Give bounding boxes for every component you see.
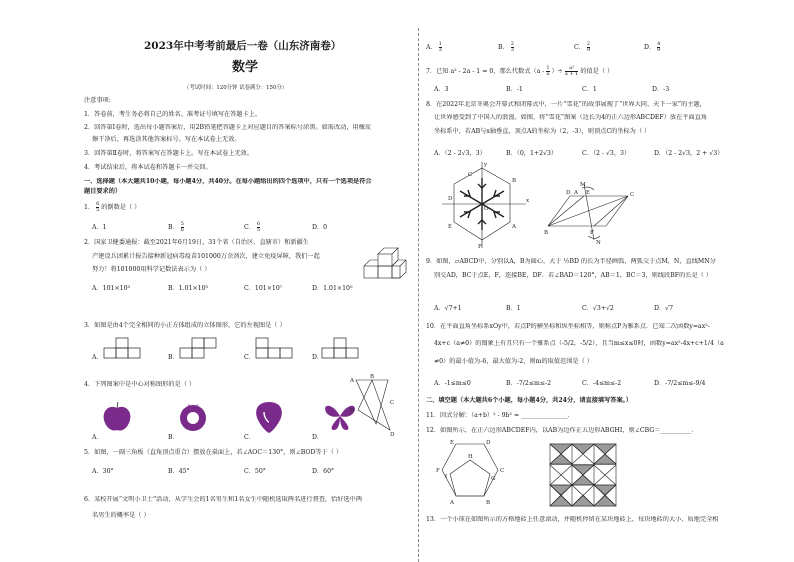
section1-heading: 一、选择题（本大题共10小题，每小题4分，共40分。在每小题给出的四个选项中，只有一个选项是符合	[84, 178, 372, 185]
q3-option-b: B．	[168, 354, 179, 361]
q8-option-d: D．（2 - 2√3，2 + √3）	[654, 150, 724, 157]
q1-option-c: C． $\frac{6}{5}$	[244, 221, 261, 233]
note-2b: 擦干净后，再选涂其他答案标号。写在本试卷上无效。	[92, 136, 241, 143]
q2-option-d: D．1.01×10⁹	[312, 285, 353, 292]
q2-line-3: 努力！将101000用科学记数法表示为（ ）	[92, 266, 211, 273]
q2-option-a: A．101×10³	[92, 285, 131, 292]
q5-label-a: A	[350, 378, 354, 384]
q10-option-c: C．-4≤m≤-2	[582, 380, 622, 387]
q8-option-a: A．（2 - 2√3，3）	[434, 150, 486, 157]
q4-option-a: A．	[92, 434, 103, 441]
q9-option-c: C．√3+√2	[582, 305, 614, 312]
subject-title: 数学	[232, 60, 259, 75]
q4-option-d: D．	[312, 434, 324, 441]
exam-title: 2023年中考考前最后一卷（山东济南卷）	[144, 40, 342, 52]
q2-option-c: C．101×10⁷	[244, 285, 283, 292]
q8-line-1: 8．在2022年北京冬奥会开幕式和闭幕式中，一片“雪花”的故事展现了“世界大同、天下一家”的主题，	[426, 101, 706, 108]
q3-stem: 3．如图是由4个完全相同的小正方体组成的立体图形，它的左视图是（ ）	[84, 322, 286, 329]
q13-stem: 13．一个小球在如图所示的方格地砖上任意滚动，并随机停留在某块地砖上，每块地砖的大小、质地完全相	[426, 516, 719, 523]
note-1: 1．答卷前，考生务必将自己的姓名、准考证号填写在答题卡上。	[84, 111, 262, 118]
q4-strawberry-figure	[252, 398, 286, 434]
q6-option-c: C． $\frac{2}{9}$	[574, 41, 591, 53]
q9-label-b: B	[544, 230, 549, 236]
section1-heading-2: 题目要求的）	[84, 188, 122, 195]
column-divider	[418, 28, 419, 562]
q3-view-d	[322, 338, 362, 360]
q9-parallelogram-figure	[544, 182, 634, 248]
q4-stem: 4．下列图案中是中心对称图形的是（ ）	[84, 381, 196, 388]
q8-label-f: F	[478, 244, 482, 250]
q6-line-1: 6．某校开展“文明小卫士”活动，从学生会的1名男生和1名女生中随机选取两名进行督查，恰好选中两	[84, 496, 363, 503]
q1-option-d: D．0	[312, 224, 328, 231]
q7-option-b: B．-1	[506, 86, 523, 93]
q8-label-b: B	[512, 178, 517, 184]
q9-line-2: 别交AD，BC于点E，F，连接BE，DF．若∠BAD＝120°，AB＝1，BC＝3，则线段BF的长是（ ）	[434, 272, 712, 279]
q6-line-2: 名男生的概率是（ ）	[92, 512, 150, 519]
q3-view-b	[180, 338, 220, 360]
q12-stem: 12．如图所示，在正六边形ABCDEF内，以AB为边作正五边形ABGHI，则∠CBG＝__________．	[426, 427, 698, 434]
q10-line-1: 10．在平面直角坐标系xOy中，若点P的横坐标和纵坐标相等，则称点P为雅系点．已知二次函数y=ax²-	[426, 323, 710, 330]
q1-option-a: A．1	[92, 224, 107, 231]
q9-label-e: E	[586, 190, 591, 196]
q2-line-1: 2．国家卫健委通报：截至2021年6月19日，31个省（自治区、直辖市）和新疆生	[84, 239, 309, 246]
q9-label-a: A	[574, 190, 578, 196]
q5-label-o: O	[350, 408, 355, 414]
q10-line-3: ≠0）的最小值为-6，最大值为-2，则m的取值范围是（ ）	[434, 358, 593, 365]
right-column	[426, 0, 760, 562]
q12-hexagon-pentagon-figure	[436, 440, 506, 506]
q10-option-d: D．-7/2≤m≤-9/4	[654, 380, 706, 387]
notes-heading: 注意事项:	[84, 97, 111, 104]
q5-triangle-figure	[346, 374, 396, 438]
q12-label-g: G	[491, 476, 496, 482]
q7-stem: 7．已知 a² - 2a - 1 = 0，那么代数式（a - $\frac{1}{a}$ ）÷ $\frac{\text{a²}}{a + 1}$ 的值是（ ）	[426, 65, 614, 77]
q6-option-d: D． $\frac{4}{9}$	[644, 41, 661, 53]
q8-option-c: C．（2 - √3，3）	[582, 150, 631, 157]
q5-label-d: D	[390, 432, 395, 438]
q1-stem: 1． $\frac{6}{5}$ 的倒数是（ ）	[84, 201, 141, 213]
q12-label-a: A	[450, 500, 454, 506]
note-2: 2．回答第Ⅰ卷时，选出每小题答案后，用2B铅笔把答题卡上对应题目的答案标号涂黑。如需改动，用橡皮	[84, 124, 372, 131]
q10-option-b: B．-7/2≤m≤-2	[506, 380, 552, 387]
q7-option-d: D．-3	[652, 86, 670, 93]
q6-option-b: B． $\frac{2}{3}$	[498, 41, 514, 53]
q4-option-c: C．	[244, 434, 255, 441]
q8-label-d: D	[448, 196, 453, 202]
q9-label-d: D	[566, 190, 571, 196]
q3-view-a	[104, 338, 144, 360]
q12-label-f: F	[436, 468, 440, 474]
exam-info: （考试时间：120分钟 试卷满分：150分）	[184, 85, 288, 91]
q5-label-c: C	[390, 400, 395, 406]
q9-line-1: 9．如图，▱ABCD中，分别以A，B为圆心，大于 ½BD 的长为半径画弧，两弧交于点M，N，直线MN分	[426, 258, 716, 265]
q2-option-b: B．1.01×10⁵	[168, 285, 209, 292]
q3-view-c	[256, 338, 296, 360]
q9-label-n: N	[596, 240, 601, 246]
q12-label-i: I	[445, 474, 448, 480]
q12-label-h: H	[468, 454, 473, 460]
q12-label-b: B	[486, 500, 491, 506]
q5-option-b: B．45°	[168, 468, 190, 475]
note-4: 4．考试结束后，将本试卷和答题卡一并交回。	[84, 164, 212, 171]
q5-stem: 5．如图，一副三角板（直角顶点重合）摆放在桌面上，若∠AOC＝130°，则∠BOD等于（ ）	[84, 449, 343, 456]
q9-option-a: A．√7+1	[434, 305, 462, 312]
q8-label-x: x	[526, 198, 530, 204]
q2-line-2: 产建设兵团累计报告接种新冠病毒疫苗101000万余剂次，建立免疫屏障，我们一起	[92, 253, 320, 260]
q5-label-b: B	[370, 374, 375, 380]
q10-line-2: 4x+c（a≠0）的图象上有且只有一个雅系点（-5/2，-5/2），且当m≤x≤0时，函数y=ax²-4x+c+1/4（a	[434, 340, 724, 347]
q1-option-b: B． $\frac{5}{6}$	[168, 221, 184, 233]
q9-label-m: M	[580, 182, 586, 188]
q7-option-c: C．1	[582, 86, 597, 93]
left-column	[84, 0, 412, 562]
q3-option-c: C．	[244, 354, 255, 361]
q8-line-3: 坐标系中，若AB与x轴垂直，顶点A的坐标为（2，-3），则顶点C的坐标为（ ）	[434, 128, 651, 135]
note-3: 3．回答第Ⅱ卷时，将答案写在答题卡上。写在本试卷上无效。	[84, 150, 254, 157]
q8-label-y: y	[484, 162, 488, 168]
q8-option-b: B．（0，1+2√3）	[506, 150, 558, 157]
section2-heading: 二、填空题（本大题共6个小题，每小题4分，共24分，请直接填写答案。）	[426, 397, 632, 404]
q5-option-a: A．30°	[92, 468, 114, 475]
q7-option-a: A．3	[434, 86, 449, 93]
q5-option-d: D．60°	[312, 468, 335, 475]
q8-label-c: C	[468, 172, 473, 178]
q2-cube-solid	[354, 246, 418, 280]
q9-option-b: B．1	[506, 305, 521, 312]
q5-option-c: C．50°	[244, 468, 266, 475]
q6-option-a: A． $\frac{1}{3}$	[426, 41, 442, 53]
q9-option-d: D．√7	[654, 305, 674, 312]
q8-line-2: 让世界感受到了中国人的浪漫。如图，将“雪花”图案（边长为4的正六边形ABCDEF）放在平面直角	[434, 114, 708, 121]
q9-label-f: F	[590, 230, 594, 236]
q10-option-a: A．-1≤m≤0	[434, 380, 471, 387]
q13-tile-grid-figure	[550, 444, 620, 508]
q3-option-a: A．	[92, 354, 103, 361]
q3-option-d: D．	[312, 354, 324, 361]
q9-label-c: C	[630, 192, 635, 198]
q12-label-c: C	[500, 468, 505, 474]
q8-label-a: A	[512, 224, 516, 230]
q8-snowflake-figure	[440, 160, 530, 250]
q4-apple-figure	[100, 400, 134, 434]
q4-option-b: B．	[168, 434, 179, 441]
q8-label-e: E	[448, 224, 453, 230]
q12-label-d: D	[486, 440, 491, 446]
q4-tomato-figure	[176, 400, 210, 434]
q8-label-o: O	[484, 206, 489, 212]
q11-stem: 11．因式分解：（a+b）² - 9b² = _______________．	[426, 412, 574, 419]
q12-label-e: E	[450, 440, 455, 446]
